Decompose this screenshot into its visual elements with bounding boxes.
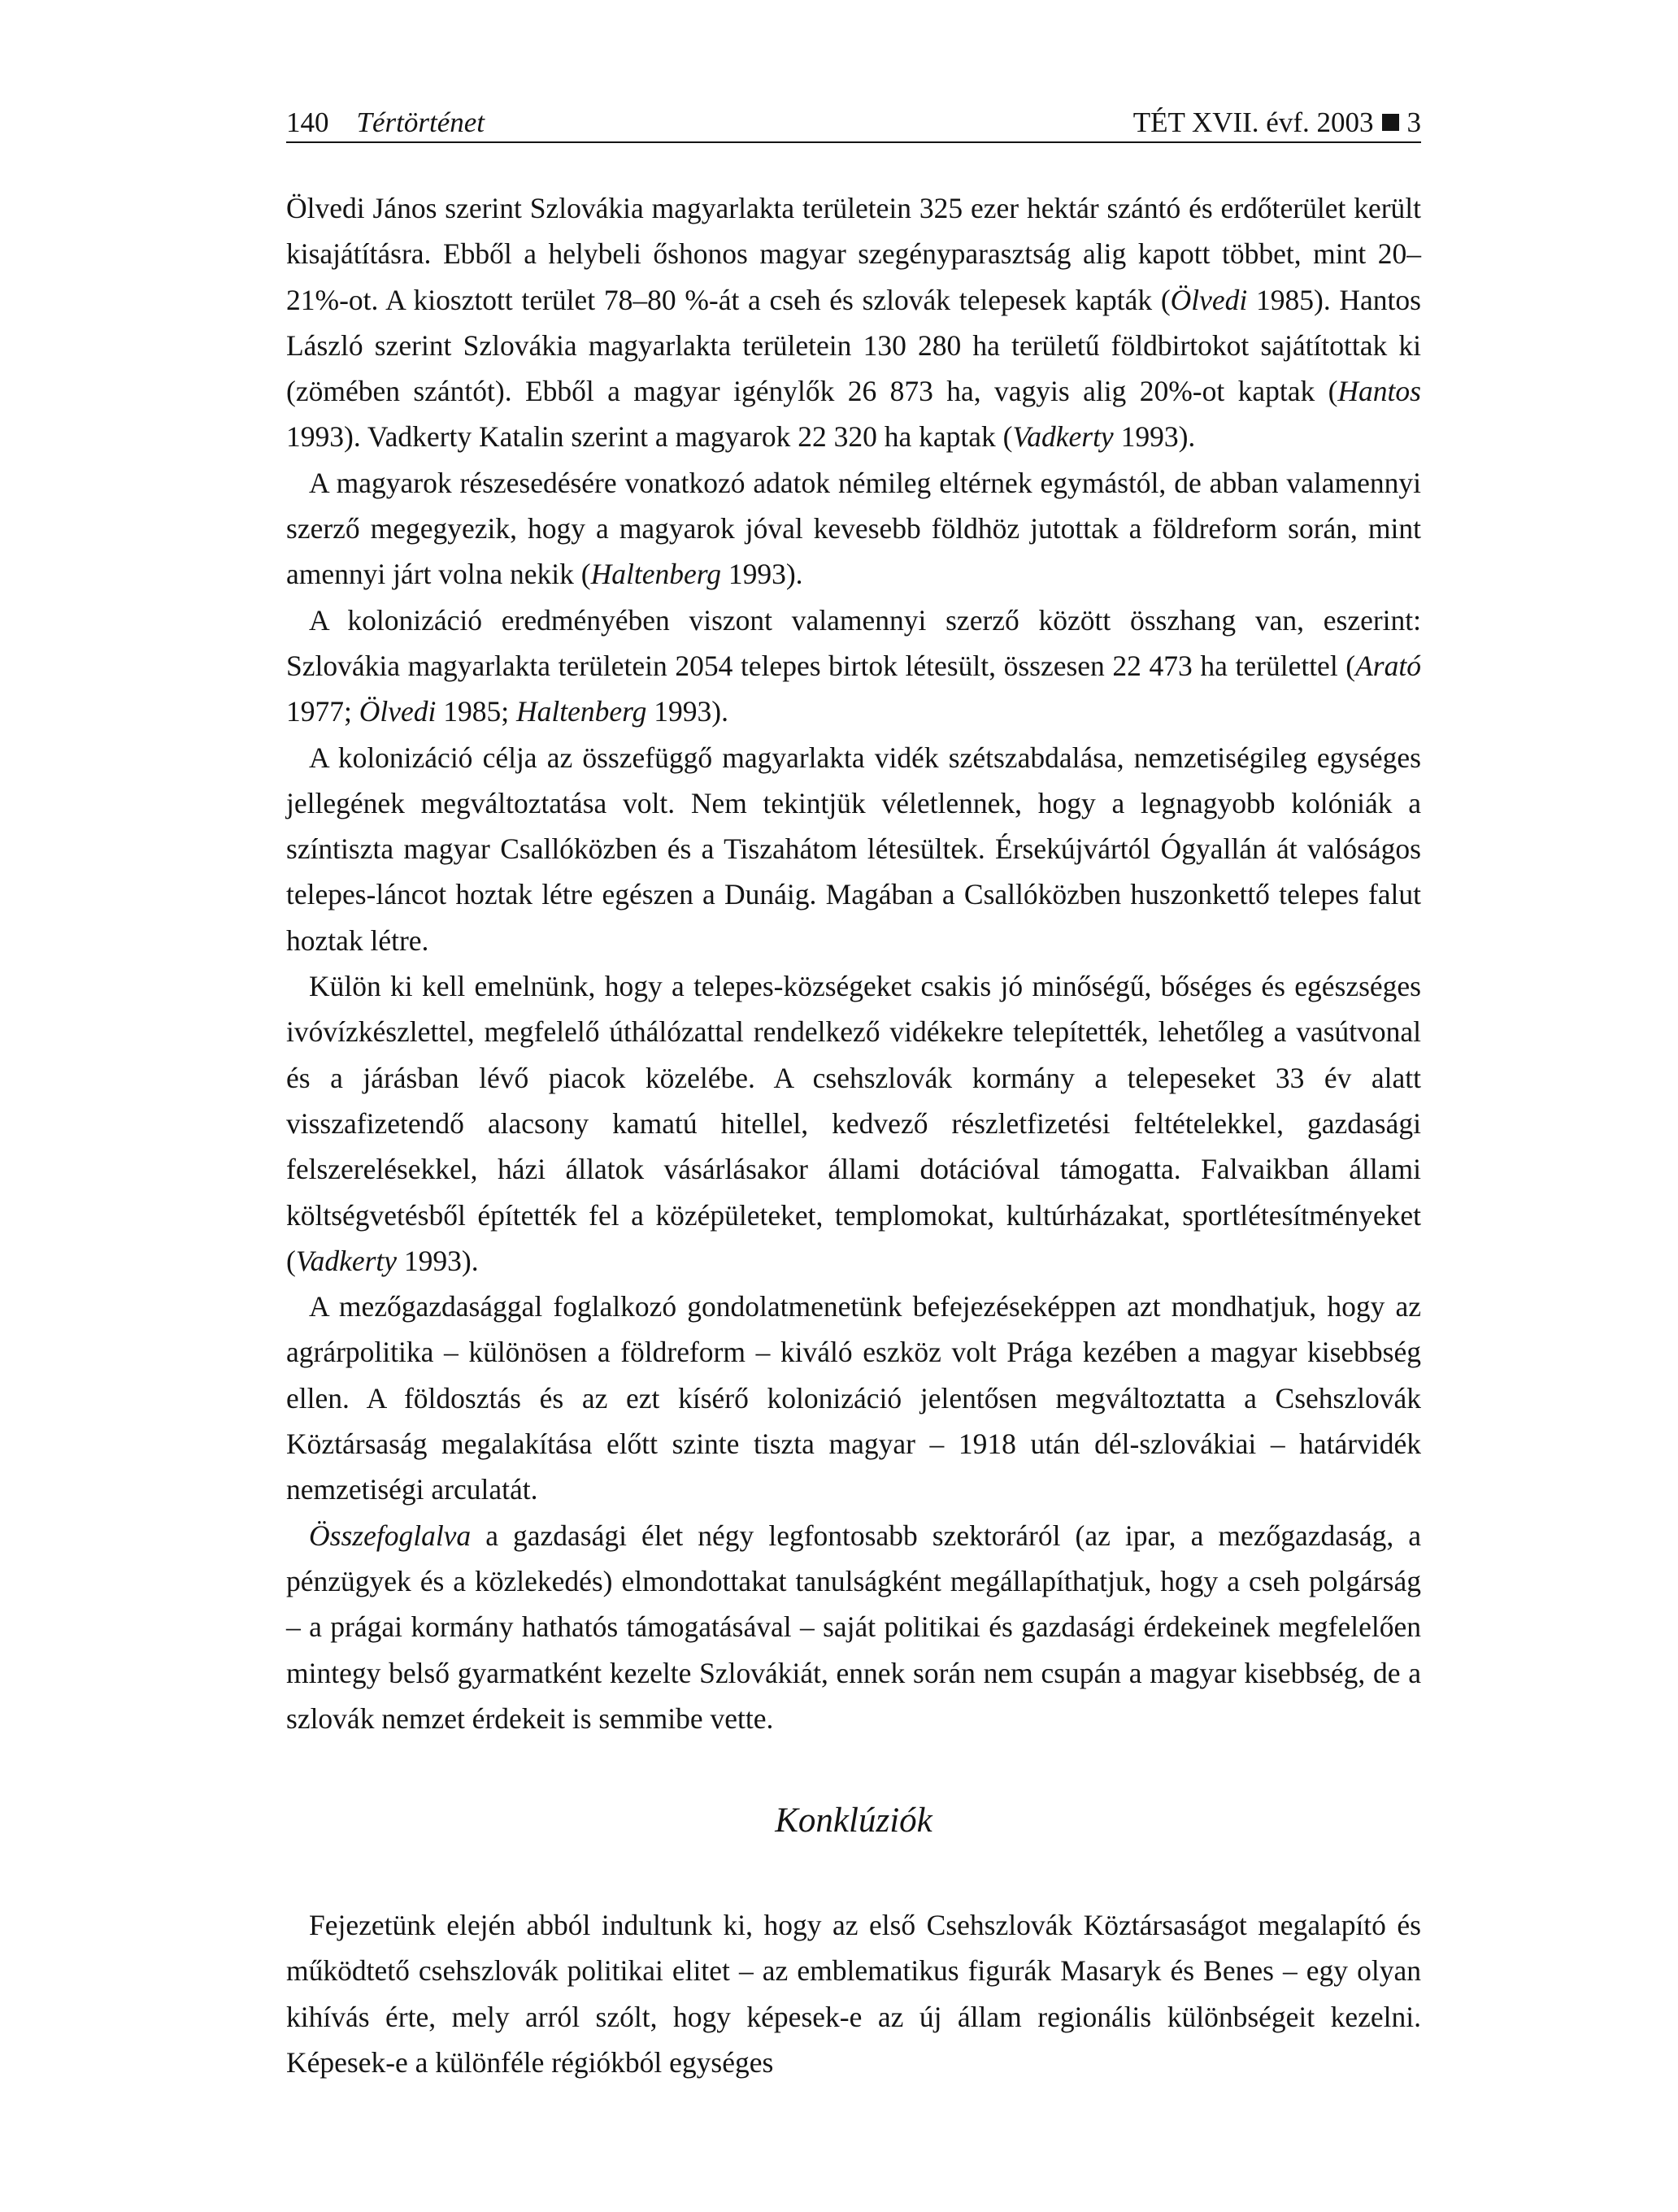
body-text [286,185,1421,1741]
text-run: 1993). [397,1244,479,1277]
paragraph [286,460,1421,598]
text-run: A kolonizáció eredményében viszont valamennyi szerző között összhang van, eszerint: Szlovákia magyarlakta területein 2054 telepes birtok létesült, összesen 22 473 ha területtel ( [286,603,1421,682]
citation-author: Ölvedi [359,695,437,728]
section-heading: Konklúziók [775,1801,932,1840]
paragraph [286,1284,1421,1512]
text-run: 1977; [286,695,359,728]
paragraph [286,735,1421,963]
text-run: 1993). [646,695,728,728]
citation-author: Hantos [1337,375,1421,408]
text-run: 1993). Vadkerty Katalin szerint a magyarok 22 320 ha kaptak ( [286,420,1013,454]
issue-number: 3 [1406,106,1421,138]
citation-author: Haltenberg [590,558,721,591]
paragraph [286,598,1421,735]
text-run: A kolonizáció célja az összefüggő magyarlakta vidék szétszabdalása, nemzetiségileg egységes jellegének megváltoztatása volt. Nem tekintjük véletlennek, hogy a legnagyobb kolóniák a színtiszta magyar Csallóközben és a Tiszahátom létesültek. Érsekújvártól Ógyallán át valóságos telepes-láncot hoztak létre egészen a Dunáig. Magában a Csallóközben huszonkettő telepes falut hoztak létre. [286,741,1421,957]
text-run: Ölvedi János szerint Szlovákia magyarlakta területein 325 ezer hektár szántó és erdőterület került kisajátításra. Ebből a helybeli őshonos magyar szegényparasztság alig kapott többet, mint 20–21%-ot. A kiosztott terület 78–80 %-át a cseh és szlovák telepesek kapták ( [286,192,1421,316]
citation-author: Vadkerty [295,1244,398,1277]
section-title: Tértörténet [356,106,485,138]
citation-author: Ölvedi [1170,283,1248,316]
paragraph [286,185,1421,460]
text-run: 1985). Hantos László szerint Szlovákia magyarlakta területein 130 280 ha területű földbirtokot sajátítottak ki (zömében szántót). Ebből a magyar igénylők 26 873 ha, vagyis alig 20%-ot kaptak ( [286,283,1421,408]
text-run: 1993). [1113,420,1196,454]
running-head-left [286,104,485,141]
text-run: A magyarok részesedésére vonatkozó adatok némileg eltérnek egymástól, de abban valamennyi szerző megegyezik, hogy a magyarok jóval kevesebb földhöz jutottak a földreform során, mint amennyi járt volna nekik ( [286,466,1421,591]
text-run: A mezőgazdasággal foglalkozó gondolatmenetünk befejezéseképpen azt mondhatjuk, hogy az agrárpolitika – különösen a földreform – kiváló eszköz volt Prága kezében a magyar kisebbség ellen. A földosztás és az ezt kísérő kolonizáció jelentősen megváltoztatta a Csehszlovák Köztársaság megalakítása előtt szinte tiszta magyar – 1918 után dél-szlovákiai – határvidék nemzetiségi arculatát. [286,1290,1421,1506]
citation-author: Vadkerty [1012,420,1114,454]
page [286,104,1421,2085]
running-head [286,104,1421,143]
paragraph [286,963,1421,1284]
journal-title: TÉT XVII. évf. 2003 [1132,106,1374,138]
citation-author: Haltenberg [516,695,647,728]
page-number: 140 [286,106,329,138]
text-run: Külön ki kell emelnünk, hogy a telepes-községeket csakis jó minőségű, bőséges és egészséges ivóvízkészlettel, megfelelő úthálózattal rendelkező vidékekre telepítették, lehetőleg a vasútvonal és a járásban lévő piacok közelébe. A csehszlovák kormány a telepeseket 33 év alatt visszafizetendő alacsony kamatú hitellel, kedvező részletfizetési feltételekkel, gazdasági felszerelésekkel, házi állatok vásárlásakor állami dotációval támogatta. Falvaikban állami költségvetésből építették fel a középületeket, templomokat, kultúrházakat, sportlétesítményeket ( [286,970,1421,1277]
text-run: 1985; [436,695,517,728]
text-run: a gazdasági élet négy legfontosabb szektoráról (az ipar, a mezőgazdaság, a pénzügyek és a közlekedés) elmondottakat tanulságként megállapíthatjuk, hogy a cseh polgárság – a prágai kormány hathatós támogatásával – saját politikai és gazdasági érdekeinek megfelelően mintegy belső gyarmatként kezelte Szlovákiát, ennek során nem csupán a magyar kisebbség, de a szlovák nemzet érdekeit is semmibe vette. [286,1519,1421,1735]
citation-author: Arató [1355,649,1421,682]
paragraph: Fejezetünk elején abból indultunk ki, hogy az első Csehszlovák Köztársaságot megalapító és működtető csehszlovák politikai elitet – az emblematikus figurák Masaryk és Benes – egy olyan kihívás érte, mely arról szólt, hogy képesek-e az új állam regionális különbségeit kezelni. Képesek-e a különféle régiókból egységes [286,1909,1421,2079]
citation-author: Összefoglalva [309,1519,472,1552]
conclusion-text [286,1902,1421,2085]
square-bullet-icon [1382,114,1399,131]
paragraph [286,1513,1421,1741]
running-head-right [1133,104,1421,141]
text-run: 1993). [720,558,803,591]
